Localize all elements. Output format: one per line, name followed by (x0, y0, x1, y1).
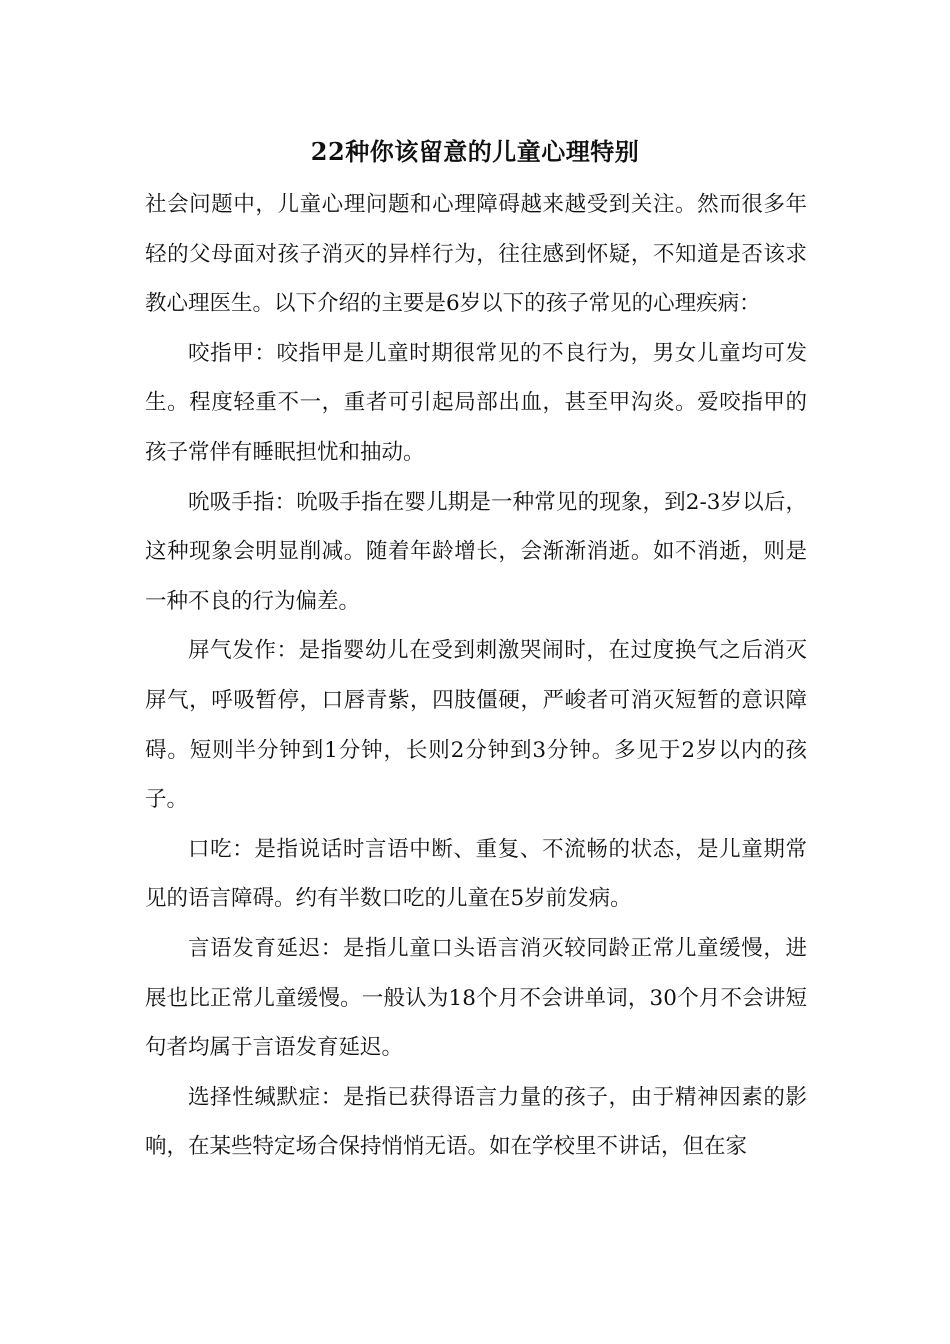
breath-holding-paragraph: 屏气发作：是指婴幼儿在受到刺激哭闹时，在过度换气之后消灭屏气，呼吸暂停，口唇青紫，四肢僵硬，严峻者可消灭短暂的意识障碍。短则半分钟到1分钟，长则2分钟到3分钟。多见于2岁以内的孩子。 (145, 638, 807, 813)
intro-paragraph: 社会问题中，儿童心理问题和心理障碍越来越受到关注。然而很多年轻的父母面对孩子消灭的异样行为，往往感到怀疑，不知道是否该求教心理医生。以下介绍的主要是6岁以下的孩子常见的心理疾病： (145, 192, 807, 317)
stuttering-paragraph: 口吃：是指说话时言语中断、重复、不流畅的状态，是儿童期常见的语言障碍。约有半数口吃的儿童在5岁前发病。 (145, 836, 807, 912)
document-body (145, 180, 807, 1172)
speech-delay-paragraph: 言语发育延迟：是指儿童口头语言消灭较同龄正常儿童缓慢，进展也比正常儿童缓慢。一般认为18个月不会讲单词，30个月不会讲短句者均属于言语发育延迟。 (145, 935, 808, 1061)
selective-mutism-paragraph: 选择性缄默症：是指已获得语言力量的孩子，由于精神因素的影响，在某些特定场合保持悄悄无语。如在学校里不讲话，但在家 (145, 1084, 807, 1160)
thumb-sucking-paragraph: 吮吸手指：吮吸手指在婴儿期是一种常见的现象，到2-3岁以后，这种现象会明显削减。随着年龄增长，会渐渐消逝。如不消逝，则是一种不良的行为偏差。 (145, 489, 807, 614)
document-title: 22种你该留意的儿童心理特别 (310, 137, 640, 166)
nail-biting-paragraph: 咬指甲：咬指甲是儿童时期很常见的不良行为，男女儿童均可发生。程度轻重不一，重者可引起局部出血，甚至甲沟炎。爱咬指甲的孩子常伴有睡眠担忧和抽动。 (145, 340, 807, 465)
